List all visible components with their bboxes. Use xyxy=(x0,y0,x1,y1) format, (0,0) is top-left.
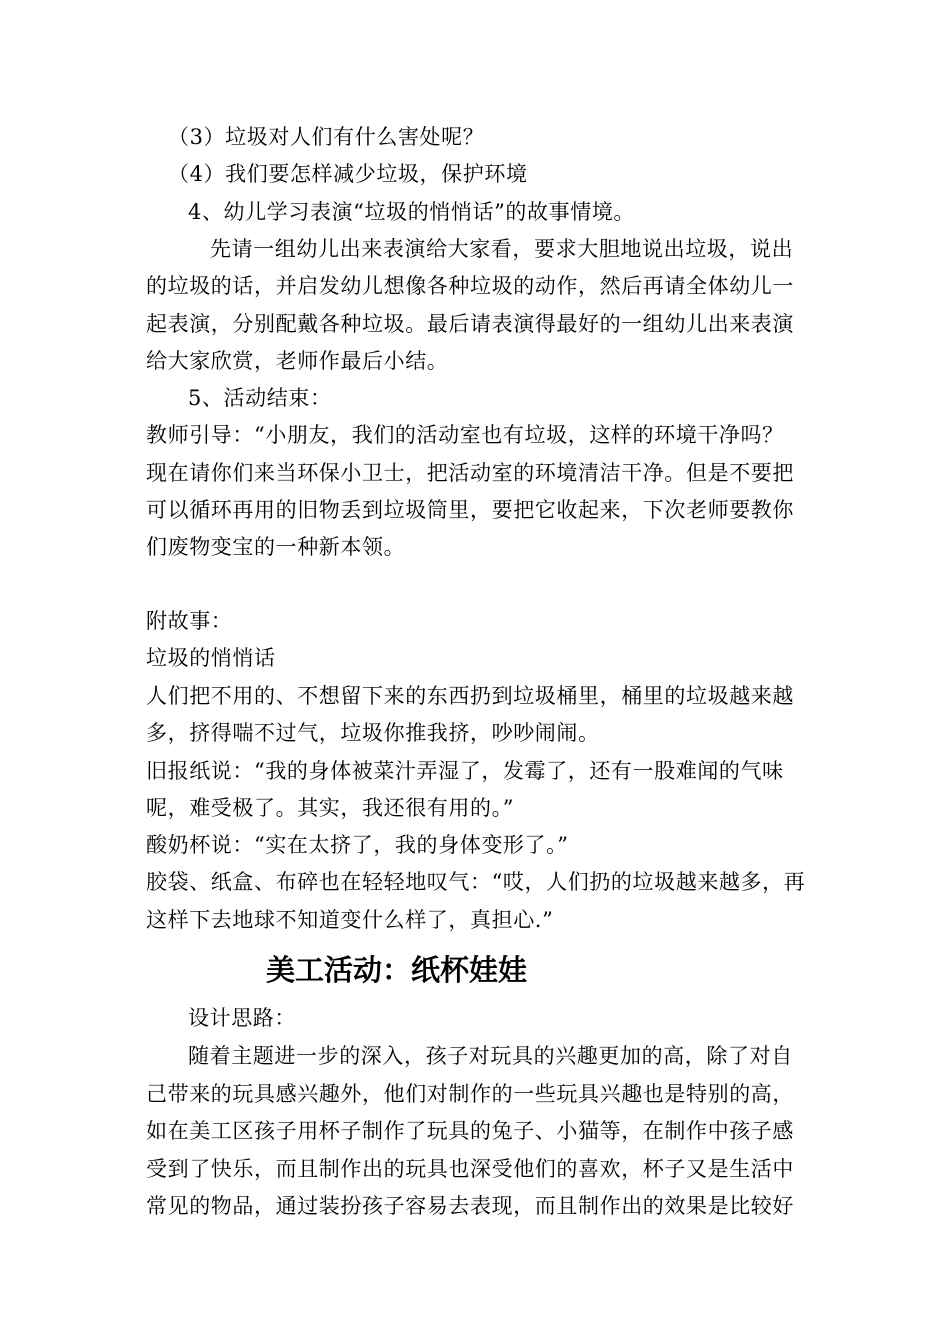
text-line: 现在请你们来当环保小卫士，把活动室的环境清洁干净。但是不要把 xyxy=(146,461,794,485)
text-line: 常见的物品，通过装扮孩子容易去表现，而且制作出的效果是比较好 xyxy=(146,1194,794,1218)
text-line: 旧报纸说：“我的身体被菜汁弄湿了，发霉了，还有一股难闻的气味 xyxy=(146,759,784,783)
text-line: 起表演，分别配戴各种垃圾。最后请表演得最好的一组幼儿出来表演 xyxy=(146,312,794,336)
section-title: 美工活动：纸杯娃娃 xyxy=(266,953,528,987)
text-line: 垃圾的悄悄话 xyxy=(146,646,276,670)
text-line: 教师引导：“小朋友，我们的活动室也有垃圾，这样的环境干净吗？ xyxy=(146,423,784,447)
text-line: 多，挤得喘不过气，垃圾你推我挤，吵吵闹闹。 xyxy=(146,721,600,745)
text-line: 己带来的玩具感兴趣外，他们对制作的一些玩具兴趣也是特别的高， xyxy=(146,1082,794,1106)
text-line: （3）垃圾对人们有什么害处呢？ xyxy=(168,125,485,149)
text-line: 人们把不用的、不想留下来的东西扔到垃圾桶里，桶里的垃圾越来越 xyxy=(146,684,794,708)
text-line: 们废物变宝的一种新本领。 xyxy=(146,535,406,559)
text-line: 的垃圾的话，并启发幼儿想像各种垃圾的动作，然后再请全体幼儿一 xyxy=(146,274,794,298)
text-line: （4）我们要怎样减少垃圾，保护环境 xyxy=(168,162,528,186)
text-line: 受到了快乐，而且制作出的玩具也深受他们的喜欢，杯子又是生活中 xyxy=(146,1157,794,1181)
text-line: 这样下去地球不知道变什么样了，真担心.” xyxy=(146,908,554,932)
text-line: 胶袋、纸盒、布碎也在轻轻地叹气：“哎，人们扔的垃圾越来越多，再 xyxy=(146,870,806,894)
text-line: 可以循环再用的旧物丢到垃圾筒里，要把它收起来，下次老师要教你 xyxy=(146,498,794,522)
text-line: 4、幼儿学习表演“垃圾的悄悄话”的故事情境。 xyxy=(188,200,636,224)
text-line: 给大家欣赏，老师作最后小结。 xyxy=(146,349,449,373)
text-line: 随着主题进一步的深入，孩子对玩具的兴趣更加的高，除了对自 xyxy=(188,1044,793,1068)
text-line: 设计思路： xyxy=(188,1006,296,1030)
text-line: 酸奶杯说：“实在太挤了，我的身体变形了。” xyxy=(146,833,569,857)
text-line: 先请一组幼儿出来表演给大家看，要求大胆地说出垃圾，说出 xyxy=(210,237,794,261)
text-line: 呢，难受极了。其实，我还很有用的。” xyxy=(146,796,515,820)
text-line: 附故事： xyxy=(146,609,233,633)
text-line: 如在美工区孩子用杯子制作了玩具的兔子、小猫等，在制作中孩子感 xyxy=(146,1119,794,1143)
text-line: 5、活动结束： xyxy=(188,386,332,410)
